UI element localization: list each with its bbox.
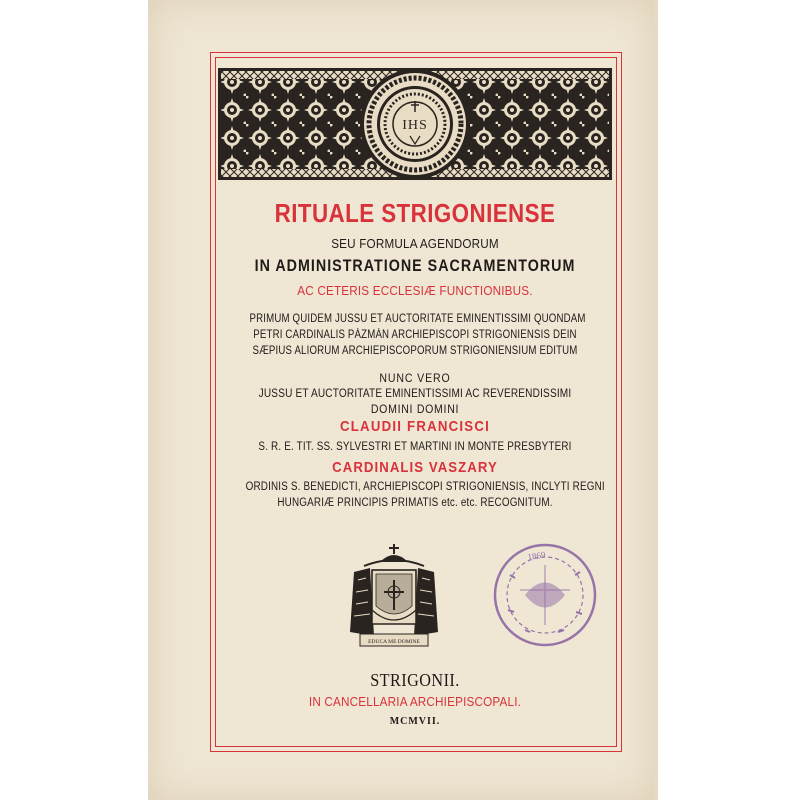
text-line-9: DOMINI DOMINI [370, 402, 460, 416]
text-line-11: S. R. E. TIT. SS. SYLVESTRI ET MARTINI IN MONTE PRESBYTERI [258, 441, 572, 453]
page-edge [654, 0, 658, 800]
imprint-year: MCMVII. [389, 716, 441, 727]
text-line-4: PRIMUM QUIDEM JUSSU ET AUCTORITATE EMINENTISSIMI QUONDAM [249, 313, 586, 325]
imprint-city: STRIGONII. [370, 670, 460, 690]
coat-of-arms-emblem [342, 540, 446, 652]
text-line-6: SÆPIUS ALIORUM ARCHIEPISCOPORUM STRIGONIENSIUM EDITUM [252, 345, 578, 357]
text-line-13: ORDINIS S. BENEDICTI, ARCHIEPISCOPI STRIGONIENSIS, INCLYTI REGNI [245, 481, 605, 493]
imprint-publisher: IN CANCELLARIA ARCHIEPISCOPALI. [308, 694, 522, 709]
text-line-5: PETRI CARDINALIS PÁZMÁN ARCHIEPISCOPI STRIGONIENSIS DEIN [253, 329, 577, 341]
text-line-14: HUNGARIÆ PRINCIPIS PRIMATIS etc. etc. RECOGNITUM. [277, 497, 553, 509]
stamp-year: 1869 [526, 549, 547, 563]
ihs-monogram: IHS [402, 118, 428, 133]
subtitle-line-2: IN ADMINISTRATIONE SACRAMENTORUM [254, 256, 576, 275]
name-claudii-francisci: CLAUDII FRANCISCI [339, 418, 491, 435]
text-line-7: NUNC VERO [379, 371, 451, 385]
main-title: RITUALE STRIGONIENSE [274, 198, 556, 228]
name-cardinalis-vaszary: CARDINALIS VASZARY [332, 459, 498, 476]
motto-ribbon: EDUCA ME DOMINE [368, 639, 420, 645]
text-line-8: JUSSU ET AUCTORITATE EMINENTISSIMI AC REVERENDISSIMI [258, 386, 572, 400]
library-stamp [490, 540, 600, 650]
subtitle-line-3: AC CETERIS ECCLESIÆ FUNCTIONIBUS. [297, 283, 533, 298]
subtitle-line-1: SEU FORMULA AGENDORUM [331, 236, 499, 251]
ornamental-header [218, 68, 612, 180]
